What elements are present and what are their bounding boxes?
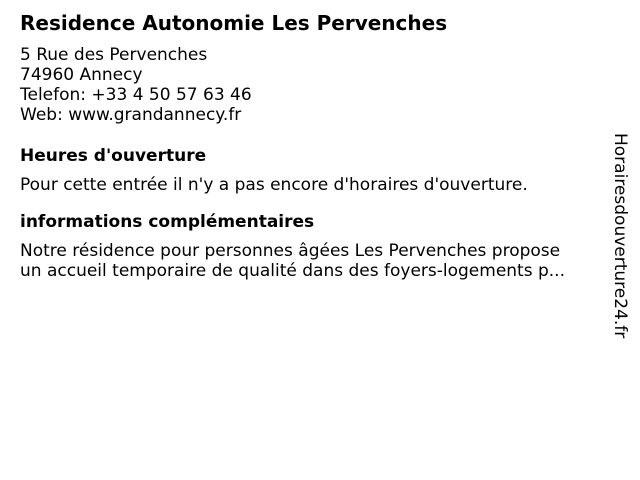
listing-title: Residence Autonomie Les Pervenches — [20, 11, 448, 35]
additional-info-heading: informations complémentaires — [20, 212, 315, 232]
listing-content — [20, 10, 590, 281]
additional-info-text[interactable] — [20, 241, 590, 281]
address-street: 5 Rue des Pervenches — [20, 45, 208, 65]
phone-number[interactable]: Telefon: +33 4 50 57 63 46 — [20, 85, 252, 105]
opening-hours-text: Pour cette entrée il n'y a pas encore d'horaires d'ouverture. — [20, 175, 528, 195]
address-block — [20, 45, 590, 125]
address-city: 74960 Annecy — [20, 65, 143, 85]
site-brand-vertical: Horairesdouverture24.fr — [610, 133, 630, 339]
opening-hours-heading: Heures d'ouverture — [20, 146, 207, 166]
description-line: un accueil temporaire de qualité dans des foyers-logements p... — [20, 261, 565, 281]
website-link[interactable]: Web: www.grandannecy.fr — [20, 105, 242, 125]
description-line: Notre résidence pour personnes âgées Les Pervenches propose — [20, 241, 561, 261]
